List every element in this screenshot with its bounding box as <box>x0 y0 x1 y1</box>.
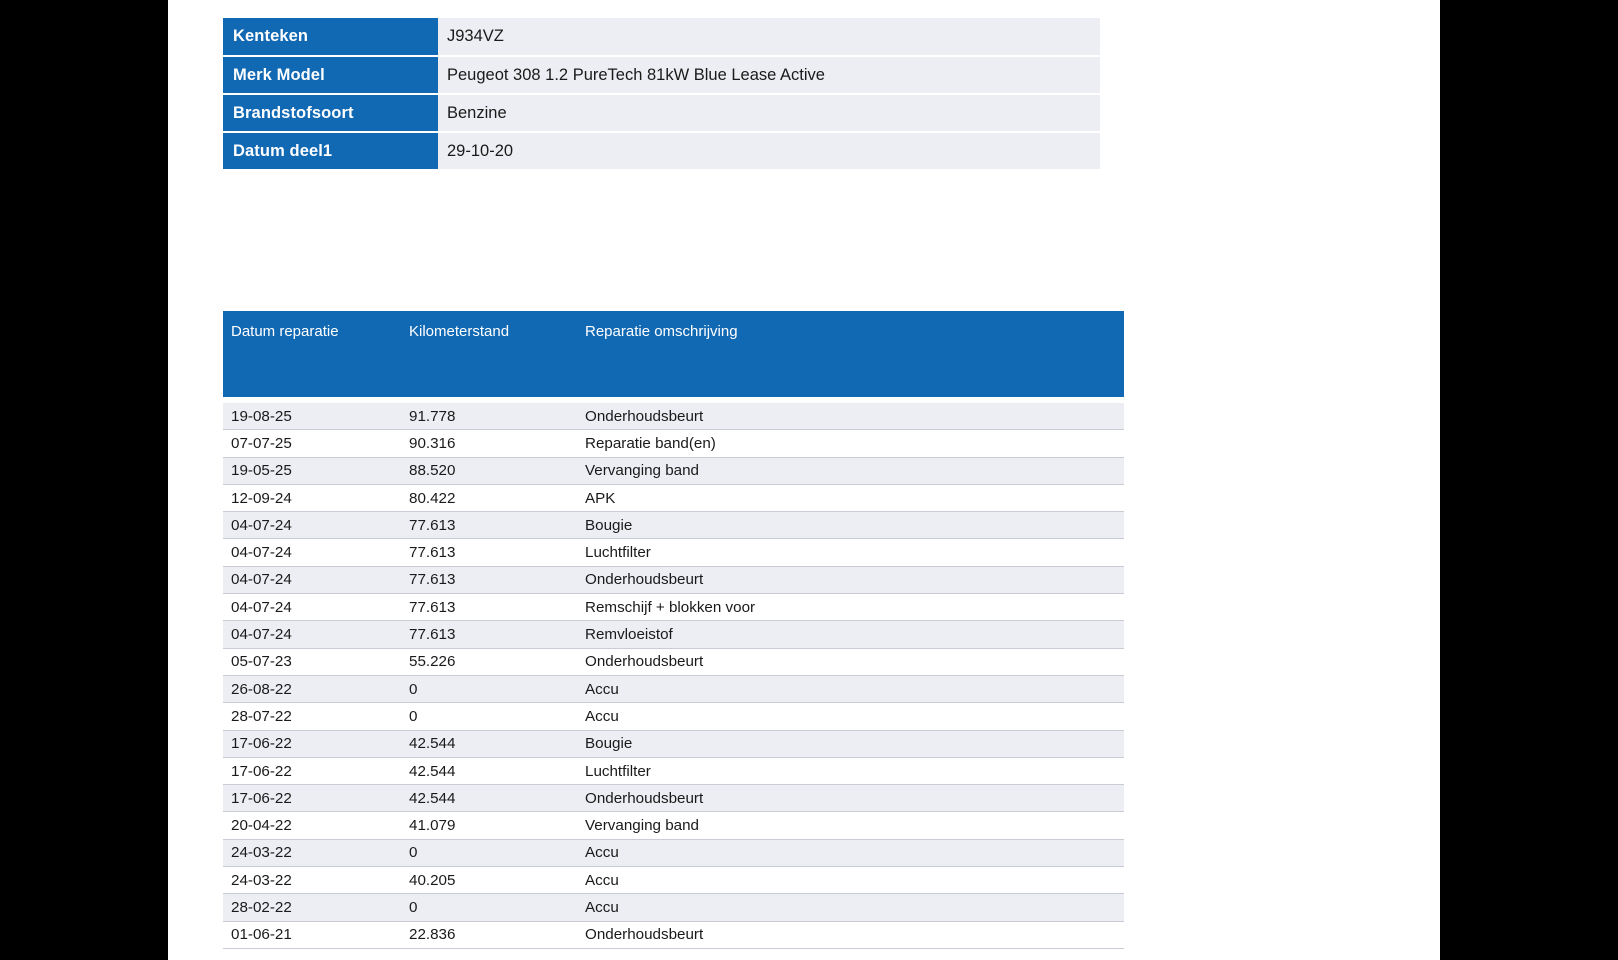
table-row <box>223 512 1124 539</box>
table-row <box>223 894 1124 921</box>
cell-omschrijving: Luchtfilter <box>577 539 1124 566</box>
cell-omschrijving: Reparatie band(en) <box>577 430 1124 457</box>
cell-datum: 07-07-25 <box>223 430 401 457</box>
cell-kilometerstand: 80.422 <box>401 484 577 511</box>
cell-kilometerstand: 42.544 <box>401 730 577 757</box>
table-row <box>223 539 1124 566</box>
cell-kilometerstand: 88.520 <box>401 457 577 484</box>
column-header-reparatie-omschrijving: Reparatie omschrijving <box>577 311 1124 397</box>
table-row <box>223 921 1124 948</box>
cell-omschrijving: Remvloeistof <box>577 621 1124 648</box>
table-row <box>223 867 1124 894</box>
cell-kilometerstand: 0 <box>401 839 577 866</box>
table-row <box>223 703 1124 730</box>
table-row <box>223 18 1100 56</box>
cell-kilometerstand: 77.613 <box>401 621 577 648</box>
cell-omschrijving: Accu <box>577 675 1124 702</box>
repairs-table-head <box>223 311 1124 397</box>
vehicle-info-body <box>223 18 1100 170</box>
cell-kilometerstand: 90.316 <box>401 430 577 457</box>
table-header-row <box>223 311 1124 397</box>
cell-kilometerstand: 77.613 <box>401 512 577 539</box>
cell-datum: 12-09-24 <box>223 484 401 511</box>
table-row <box>223 132 1100 170</box>
table-row <box>223 621 1124 648</box>
cell-omschrijving: Onderhoudsbeurt <box>577 785 1124 812</box>
cell-datum: 04-07-24 <box>223 621 401 648</box>
cell-omschrijving: Vervanging band <box>577 812 1124 839</box>
cell-omschrijving: Vervanging band <box>577 457 1124 484</box>
cell-kilometerstand: 41.079 <box>401 812 577 839</box>
cell-datum: 01-06-21 <box>223 921 401 948</box>
document-page <box>168 0 1440 960</box>
table-row <box>223 430 1124 457</box>
cell-kilometerstand: 42.544 <box>401 785 577 812</box>
table-row <box>223 730 1124 757</box>
repairs-table-body <box>223 397 1124 948</box>
vehicle-value-datum-deel1: 29-10-20 <box>438 132 1100 170</box>
document-content <box>223 18 1363 949</box>
table-row <box>223 484 1124 511</box>
cell-omschrijving: Accu <box>577 703 1124 730</box>
cell-kilometerstand: 40.205 <box>401 867 577 894</box>
cell-omschrijving: Bougie <box>577 730 1124 757</box>
table-row <box>223 403 1124 430</box>
cell-kilometerstand: 55.226 <box>401 648 577 675</box>
cell-kilometerstand: 77.613 <box>401 539 577 566</box>
cell-datum: 19-05-25 <box>223 457 401 484</box>
cell-omschrijving: Onderhoudsbeurt <box>577 403 1124 430</box>
cell-datum: 17-06-22 <box>223 785 401 812</box>
cell-datum: 17-06-22 <box>223 730 401 757</box>
cell-kilometerstand: 0 <box>401 675 577 702</box>
vehicle-info-table <box>223 18 1100 171</box>
cell-datum: 04-07-24 <box>223 539 401 566</box>
cell-datum: 24-03-22 <box>223 867 401 894</box>
table-row <box>223 457 1124 484</box>
vehicle-value-merk-model: Peugeot 308 1.2 PureTech 81kW Blue Lease Active <box>438 56 1100 94</box>
repairs-table <box>223 311 1124 949</box>
repairs-section <box>223 311 1363 949</box>
table-row <box>223 94 1100 132</box>
vehicle-label-merk-model: Merk Model <box>223 56 438 94</box>
vehicle-value-brandstofsoort: Benzine <box>438 94 1100 132</box>
cell-datum: 04-07-24 <box>223 512 401 539</box>
table-row <box>223 594 1124 621</box>
cell-omschrijving: Luchtfilter <box>577 757 1124 784</box>
cell-datum: 28-07-22 <box>223 703 401 730</box>
table-row <box>223 648 1124 675</box>
table-row <box>223 785 1124 812</box>
cell-omschrijving: Onderhoudsbeurt <box>577 648 1124 675</box>
cell-omschrijving: Remschijf + blokken voor <box>577 594 1124 621</box>
cell-datum: 04-07-24 <box>223 594 401 621</box>
column-header-datum-reparatie: Datum reparatie <box>223 311 401 397</box>
vehicle-label-brandstofsoort: Brandstofsoort <box>223 94 438 132</box>
table-row <box>223 757 1124 784</box>
table-row <box>223 56 1100 94</box>
cell-datum: 26-08-22 <box>223 675 401 702</box>
vehicle-label-kenteken: Kenteken <box>223 18 438 56</box>
table-row <box>223 675 1124 702</box>
cell-omschrijving: Accu <box>577 839 1124 866</box>
vehicle-label-datum-deel1: Datum deel1 <box>223 132 438 170</box>
cell-kilometerstand: 0 <box>401 894 577 921</box>
cell-datum: 28-02-22 <box>223 894 401 921</box>
table-row <box>223 812 1124 839</box>
column-header-kilometerstand: Kilometerstand <box>401 311 577 397</box>
cell-omschrijving: Onderhoudsbeurt <box>577 921 1124 948</box>
table-row <box>223 566 1124 593</box>
cell-datum: 17-06-22 <box>223 757 401 784</box>
cell-kilometerstand: 77.613 <box>401 594 577 621</box>
cell-kilometerstand: 22.836 <box>401 921 577 948</box>
vehicle-value-kenteken: J934VZ <box>438 18 1100 56</box>
cell-datum: 20-04-22 <box>223 812 401 839</box>
cell-omschrijving: Onderhoudsbeurt <box>577 566 1124 593</box>
cell-datum: 24-03-22 <box>223 839 401 866</box>
cell-datum: 05-07-23 <box>223 648 401 675</box>
cell-kilometerstand: 0 <box>401 703 577 730</box>
cell-datum: 19-08-25 <box>223 403 401 430</box>
cell-kilometerstand: 91.778 <box>401 403 577 430</box>
cell-omschrijving: APK <box>577 484 1124 511</box>
cell-kilometerstand: 77.613 <box>401 566 577 593</box>
cell-kilometerstand: 42.544 <box>401 757 577 784</box>
cell-omschrijving: Accu <box>577 867 1124 894</box>
cell-omschrijving: Bougie <box>577 512 1124 539</box>
cell-omschrijving: Accu <box>577 894 1124 921</box>
cell-datum: 04-07-24 <box>223 566 401 593</box>
table-row <box>223 839 1124 866</box>
